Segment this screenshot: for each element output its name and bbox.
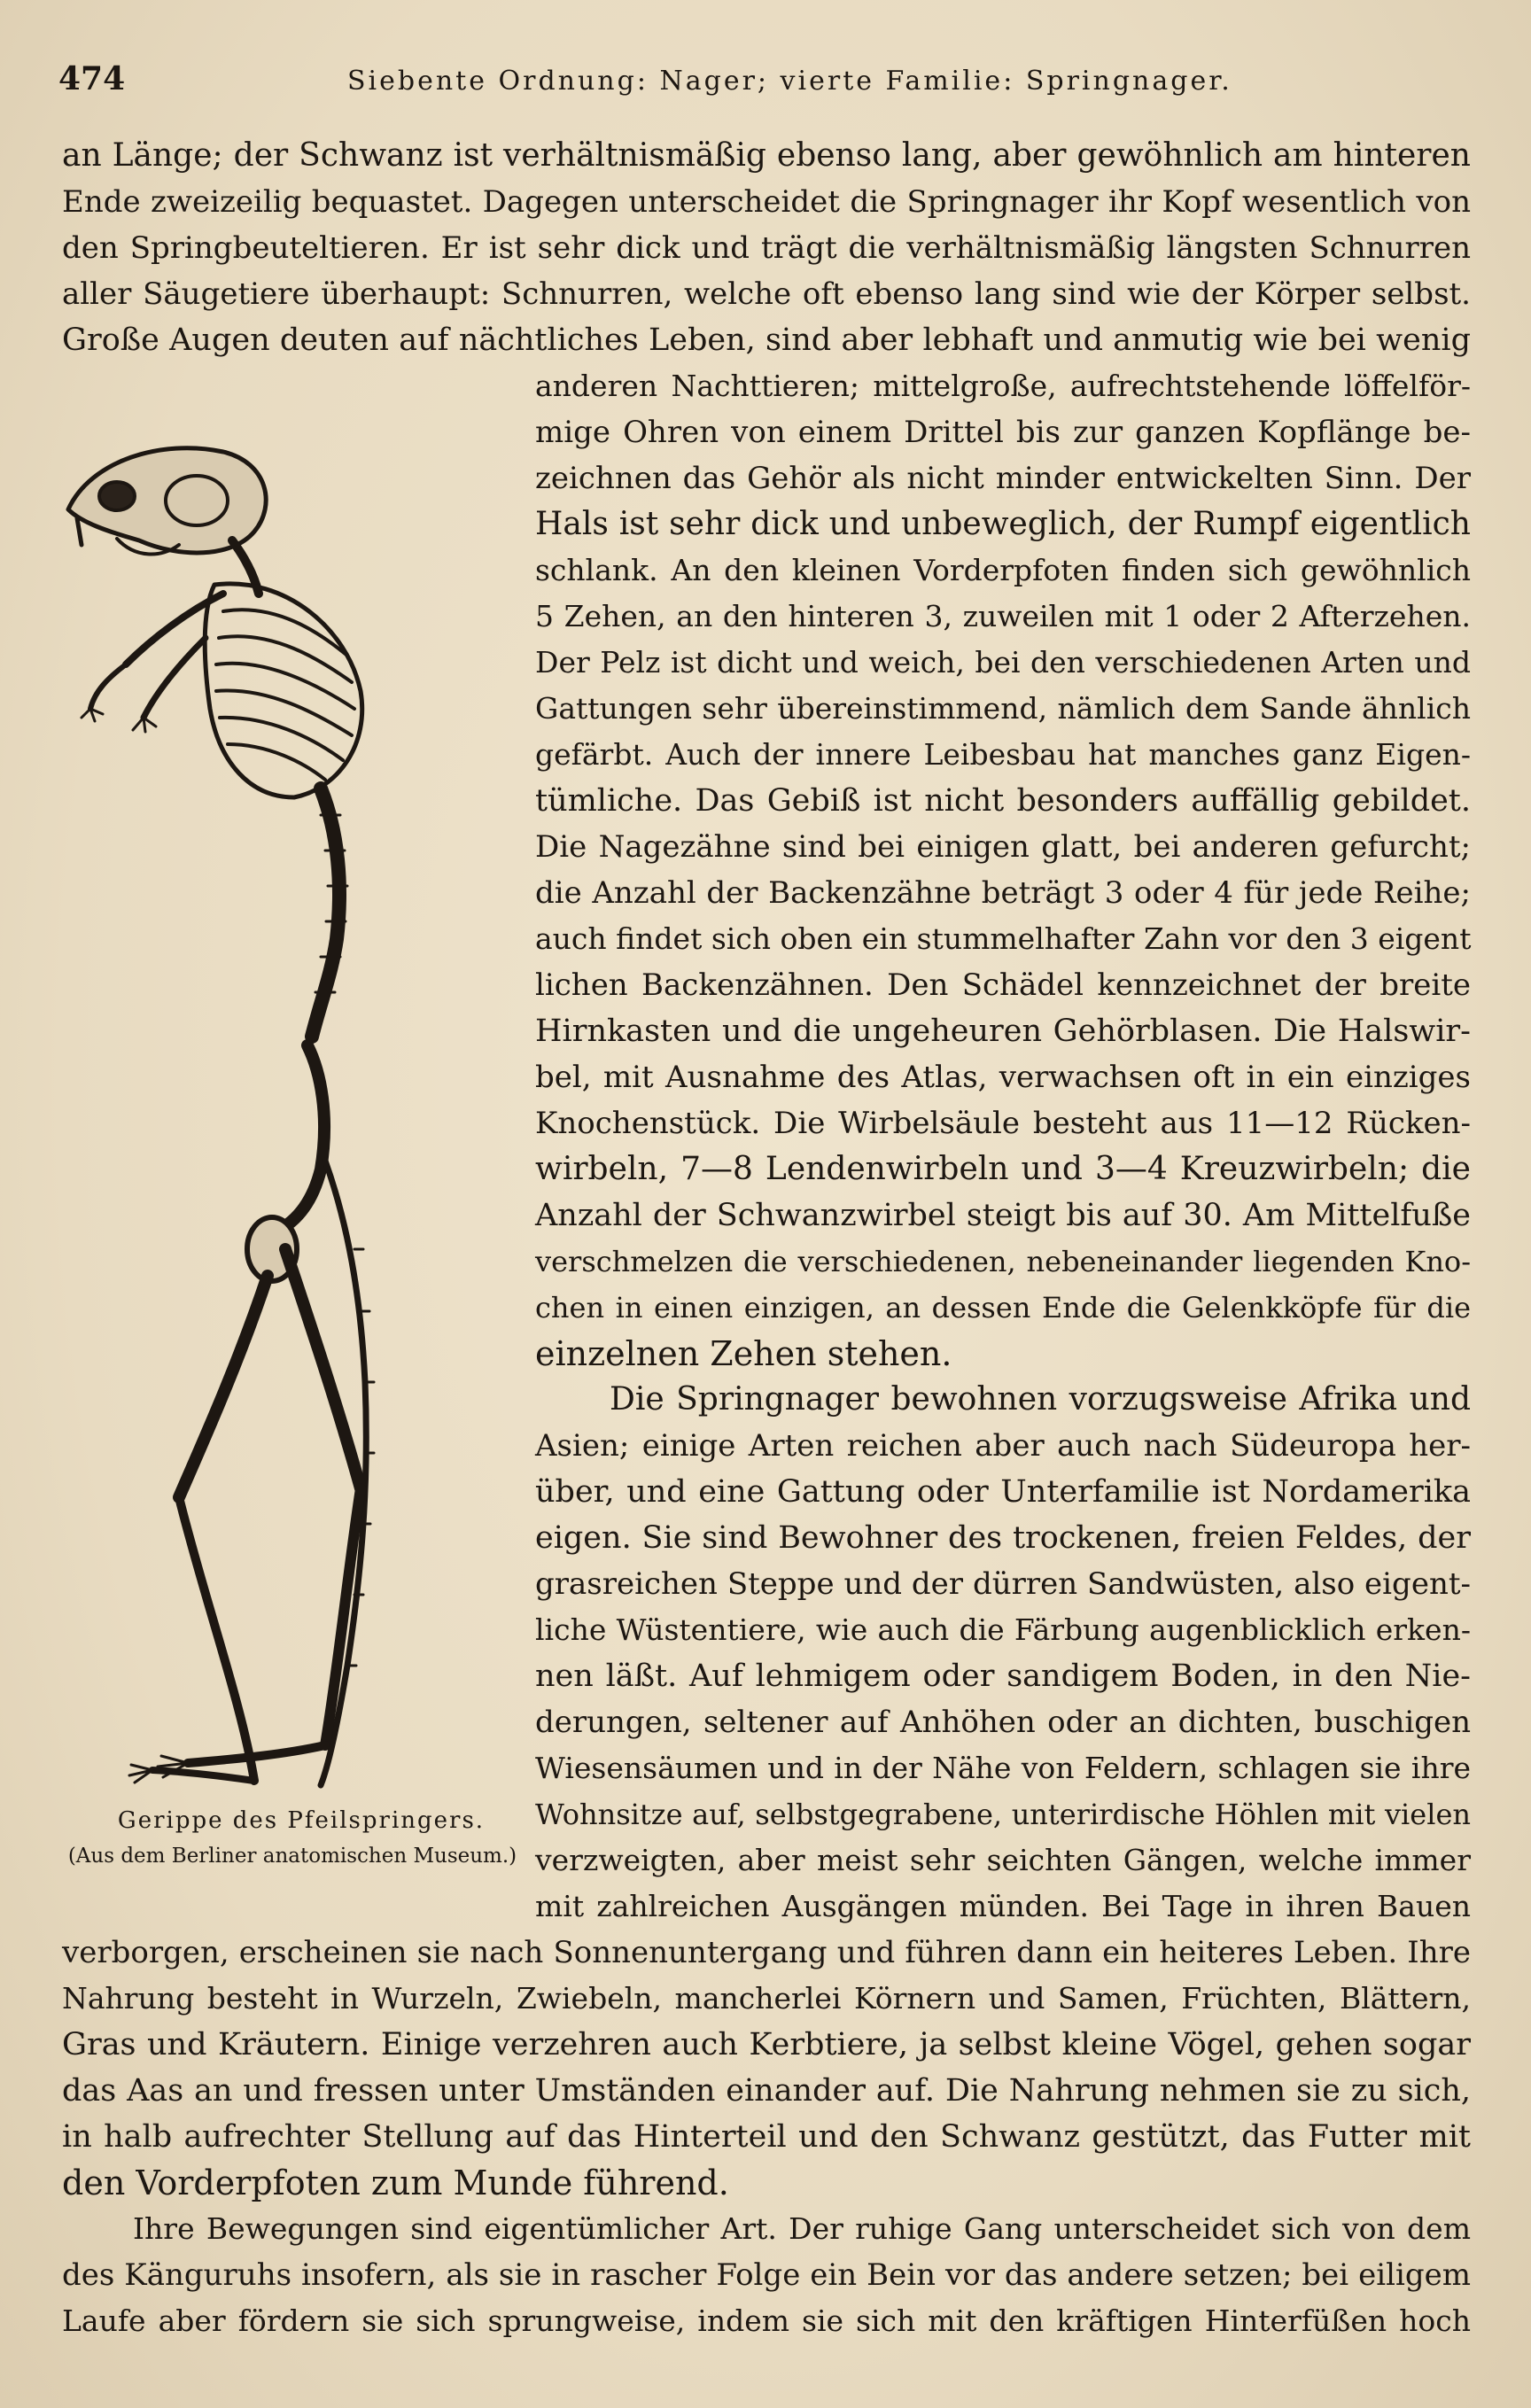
text-line: den Vorderpfoten zum Munde führend. xyxy=(62,2163,729,2202)
text-line: Große Augen deuten auf nächtliches Leben, sind aber lebhaft und anmutig wie bei wenig xyxy=(62,322,1471,358)
text-line: des Känguruhs insofern, als sie in rascher Folge ein Bein vor das andere setzen; bei eiligem xyxy=(62,2257,1471,2293)
text-line: verzweigten, aber meist sehr seichten Gängen, welche immer xyxy=(535,1843,1471,1877)
text-line: gefärbt. Auch der innere Leibesbau hat manches ganz Eigen- xyxy=(535,737,1471,772)
text-line: Ihre Bewegungen sind eigentümlicher Art. Der ruhige Gang unterscheidet sich von dem xyxy=(133,2211,1471,2246)
figure-caption: Gerippe des Pfeilspringers. xyxy=(117,1807,486,1834)
page-number: 474 xyxy=(58,60,126,97)
text-line: tümliche. Das Gebiß ist nicht besonders auffällig gebildet. xyxy=(535,783,1471,819)
text-line: Die Springnager bewohnen vorzugsweise Afrika und xyxy=(610,1381,1471,1418)
text-line: mit zahlreichen Ausgängen münden. Bei Tage in ihren Bauen xyxy=(535,1889,1471,1923)
text-line: Knochenstück. Die Wirbelsäule besteht aus 11—12 Rücken- xyxy=(535,1106,1471,1141)
text-line: über, und eine Gattung oder Unterfamilie ist Nordamerika xyxy=(535,1474,1471,1510)
text-line: liche Wüstentiere, wie auch die Färbung augenblicklich erken- xyxy=(535,1612,1471,1647)
text-line: in halb aufrechter Stellung auf das Hinterteil und den Schwanz gestützt, das Futter mit xyxy=(62,2119,1471,2155)
text-line: Asien; einige Arten reichen aber auch nach Südeuropa her- xyxy=(535,1428,1471,1464)
text-line: den Springbeuteltieren. Er ist sehr dick und trägt die verhältnismäßig längsten Schnurren xyxy=(62,230,1471,266)
skeleton-illustration xyxy=(55,425,498,1790)
text-line: das Aas an und fressen unter Umständen einander auf. Die Nahrung nehmen sie zu sich, xyxy=(62,2073,1471,2109)
text-line: Die Nagezähne sind bei einigen glatt, bei anderen gefurcht; xyxy=(535,829,1471,865)
text-line: Gattungen sehr übereinstimmend, nämlich dem Sande ähnlich xyxy=(535,691,1471,726)
text-line: grasreichen Steppe und der dürren Sandwüsten, also eigent- xyxy=(535,1566,1471,1602)
text-line: die Anzahl der Backenzähne beträgt 3 oder 4 für jede Reihe; xyxy=(535,875,1471,911)
text-line: schlank. An den kleinen Vorderpfoten finden sich gewöhnlich xyxy=(535,553,1471,587)
text-line: derungen, seltener auf Anhöhen oder an dichten, buschigen xyxy=(535,1705,1471,1740)
text-line: Hals ist sehr dick und unbeweglich, der Rumpf eigentlich xyxy=(535,506,1471,542)
figure-caption-source: (Aus dem Berliner anatomischen Museum.) xyxy=(67,1845,517,1868)
running-title: Siebente Ordnung: Nager; vierte Familie: Springnager. xyxy=(347,66,1232,97)
text-line: wirbeln, 7—8 Lendenwirbeln und 3—4 Kreuzwirbeln; die xyxy=(535,1151,1471,1187)
text-line: nen läßt. Auf lehmigem oder sandigem Boden, in den Nie- xyxy=(535,1658,1471,1694)
jerboa-skeleton-drawing xyxy=(55,425,498,1790)
text-line: anderen Nachttieren; mittelgroße, aufrechtstehende löffelför- xyxy=(535,369,1471,403)
text-line: mige Ohren von einem Drittel bis zur ganzen Kopflänge be- xyxy=(535,415,1471,450)
text-line: Wiesensäumen und in der Nähe von Feldern, schlagen sie ihre xyxy=(535,1751,1471,1785)
text-line: Der Pelz ist dicht und weich, bei den verschiedenen Arten und xyxy=(535,645,1471,680)
text-line: Nahrung besteht in Wurzeln, Zwiebeln, mancherlei Körnern und Samen, Früchten, Blättern, xyxy=(62,1981,1471,2016)
text-line: einzelnen Zehen stehen. xyxy=(535,1334,952,1373)
text-line: verschmelzen die verschiedenen, nebeneinander liegenden Kno- xyxy=(535,1245,1471,1278)
text-line: eigen. Sie sind Bewohner des trockenen, freien Feldes, der xyxy=(535,1520,1471,1556)
text-line: bel, mit Ausnahme des Atlas, verwachsen oft in ein einziges xyxy=(535,1060,1471,1095)
text-line: Gras und Kräutern. Einige verzehren auch Kerbtiere, ja selbst kleine Vögel, gehen sogar xyxy=(62,2027,1471,2062)
text-line: Ende zweizeilig bequastet. Dagegen unterscheidet die Springnager ihr Kopf wesentlich von xyxy=(62,184,1471,220)
text-line: verborgen, erscheinen sie nach Sonnenuntergang und führen dann ein heiteres Leben. Ihre xyxy=(62,1935,1471,1970)
text-line: zeichnen das Gehör als nicht minder entwickelten Sinn. Der xyxy=(535,461,1471,496)
text-line: lichen Backenzähnen. Den Schädel kennzeichnet der breite xyxy=(535,967,1471,1003)
text-line: Laufe aber fördern sie sich sprungweise, indem sie sich mit den kräftigen Hinterfüßen hoch xyxy=(62,2303,1471,2338)
text-line: Hirnkasten und die ungeheuren Gehörblasen. Die Halswir- xyxy=(535,1014,1471,1049)
text-line: auch findet sich oben ein stummelhafter Zahn vor den 3 eigent xyxy=(535,921,1472,956)
text-line: Anzahl der Schwanzwirbel steigt bis auf 30. Am Mittelfuße xyxy=(535,1198,1471,1233)
text-line: Wohnsitze auf, selbstgegrabene, unterirdische Höhlen mit vielen xyxy=(535,1798,1471,1831)
running-header xyxy=(55,53,1473,115)
text-line: aller Säugetiere überhaupt: Schnurren, welche oft ebenso lang sind wie der Körper selbst. xyxy=(62,276,1471,312)
text-line: an Länge; der Schwanz ist verhältnismäßig ebenso lang, aber gewöhnlich am hinteren xyxy=(62,137,1471,174)
text-line: 5 Zehen, an den hinteren 3, zuweilen mit 1 oder 2 Afterzehen. xyxy=(535,599,1471,633)
text-line: chen in einen einzigen, an dessen Ende die Gelenkköpfe für die xyxy=(535,1291,1471,1324)
